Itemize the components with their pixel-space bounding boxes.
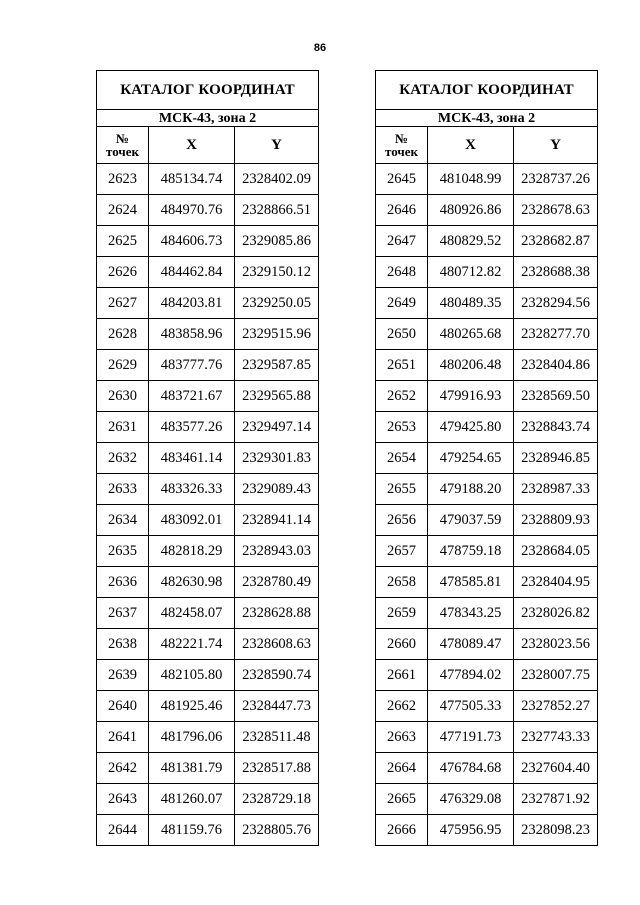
x-coordinate-cell: 482818.29 [149, 536, 235, 567]
point-number-cell: 2663 [376, 722, 428, 753]
y-coordinate-cell: 2328737.26 [514, 164, 598, 195]
y-coordinate-cell: 2328026.82 [514, 598, 598, 629]
x-coordinate-cell: 481159.76 [149, 815, 235, 846]
table-body [97, 164, 319, 846]
x-coordinate-cell: 479254.65 [428, 443, 514, 474]
point-number-cell: 2666 [376, 815, 428, 846]
table-body [376, 164, 598, 846]
x-coordinate-cell: 475956.95 [428, 815, 514, 846]
x-coordinate-cell: 481048.99 [428, 164, 514, 195]
x-coordinate-cell: 481925.46 [149, 691, 235, 722]
table-row [97, 598, 319, 629]
point-number-cell: 2648 [376, 257, 428, 288]
point-number-cell: 2653 [376, 412, 428, 443]
point-number-cell: 2644 [97, 815, 149, 846]
table-row [376, 195, 598, 226]
table-row [376, 815, 598, 846]
y-coordinate-cell: 2329150.12 [235, 257, 319, 288]
header-y: Y [235, 127, 319, 164]
x-coordinate-cell: 478089.47 [428, 629, 514, 660]
table-row [376, 567, 598, 598]
y-coordinate-cell: 2328941.14 [235, 505, 319, 536]
x-coordinate-cell: 484970.76 [149, 195, 235, 226]
table-row [97, 226, 319, 257]
point-number-cell: 2624 [97, 195, 149, 226]
catalog-title: КАТАЛОГ КООРДИНАТ [376, 71, 598, 110]
y-coordinate-cell: 2328294.56 [514, 288, 598, 319]
table-row [376, 412, 598, 443]
table-row [97, 567, 319, 598]
x-coordinate-cell: 483721.67 [149, 381, 235, 412]
y-coordinate-cell: 2328809.93 [514, 505, 598, 536]
y-coordinate-cell: 2329565.88 [235, 381, 319, 412]
table-row [376, 164, 598, 195]
point-number-cell: 2656 [376, 505, 428, 536]
x-coordinate-cell: 477894.02 [428, 660, 514, 691]
x-coordinate-cell: 483858.96 [149, 319, 235, 350]
point-number-cell: 2646 [376, 195, 428, 226]
header-number-sign: № [394, 131, 409, 146]
point-number-cell: 2643 [97, 784, 149, 815]
table-row [376, 598, 598, 629]
x-coordinate-cell: 479425.80 [428, 412, 514, 443]
x-coordinate-cell: 481260.07 [149, 784, 235, 815]
table-row [376, 381, 598, 412]
table-row [376, 722, 598, 753]
y-coordinate-cell: 2328402.09 [235, 164, 319, 195]
point-number-cell: 2635 [97, 536, 149, 567]
point-number-cell: 2625 [97, 226, 149, 257]
y-coordinate-cell: 2329497.14 [235, 412, 319, 443]
table-row [97, 350, 319, 381]
x-coordinate-cell: 480489.35 [428, 288, 514, 319]
y-coordinate-cell: 2328517.88 [235, 753, 319, 784]
point-number-cell: 2641 [97, 722, 149, 753]
point-number-cell: 2633 [97, 474, 149, 505]
table-row [97, 691, 319, 722]
header-points-word: точек [385, 144, 418, 159]
x-coordinate-cell: 483461.14 [149, 443, 235, 474]
table-row [97, 412, 319, 443]
table-row [376, 753, 598, 784]
y-coordinate-cell: 2328946.85 [514, 443, 598, 474]
table-row [97, 784, 319, 815]
y-coordinate-cell: 2328098.23 [514, 815, 598, 846]
y-coordinate-cell: 2328447.73 [235, 691, 319, 722]
y-coordinate-cell: 2328805.76 [235, 815, 319, 846]
table-row [376, 505, 598, 536]
point-number-cell: 2623 [97, 164, 149, 195]
point-number-cell: 2654 [376, 443, 428, 474]
y-coordinate-cell: 2328628.88 [235, 598, 319, 629]
y-coordinate-cell: 2328780.49 [235, 567, 319, 598]
x-coordinate-cell: 478343.25 [428, 598, 514, 629]
table-row [376, 319, 598, 350]
x-coordinate-cell: 479037.59 [428, 505, 514, 536]
x-coordinate-cell: 481381.79 [149, 753, 235, 784]
x-coordinate-cell: 483577.26 [149, 412, 235, 443]
point-number-cell: 2660 [376, 629, 428, 660]
x-coordinate-cell: 480265.68 [428, 319, 514, 350]
point-number-cell: 2628 [97, 319, 149, 350]
point-number-cell: 2664 [376, 753, 428, 784]
table-row [376, 350, 598, 381]
point-number-cell: 2632 [97, 443, 149, 474]
table-row [97, 195, 319, 226]
x-coordinate-cell: 483092.01 [149, 505, 235, 536]
x-coordinate-cell: 478759.18 [428, 536, 514, 567]
point-number-cell: 2658 [376, 567, 428, 598]
table-row [376, 536, 598, 567]
table-row [97, 629, 319, 660]
y-coordinate-cell: 2329250.05 [235, 288, 319, 319]
point-number-cell: 2665 [376, 784, 428, 815]
table-row [97, 381, 319, 412]
y-coordinate-cell: 2327871.92 [514, 784, 598, 815]
x-coordinate-cell: 481796.06 [149, 722, 235, 753]
catalog-title: КАТАЛОГ КООРДИНАТ [97, 71, 319, 110]
y-coordinate-cell: 2328866.51 [235, 195, 319, 226]
table-row [97, 257, 319, 288]
header-x: X [149, 127, 235, 164]
header-points-word: точек [106, 144, 139, 159]
coordinate-system-zone: МСК-43, зона 2 [97, 110, 319, 127]
y-coordinate-cell: 2328023.56 [514, 629, 598, 660]
x-coordinate-cell: 482458.07 [149, 598, 235, 629]
table-row [376, 784, 598, 815]
y-coordinate-cell: 2328404.86 [514, 350, 598, 381]
point-number-cell: 2650 [376, 319, 428, 350]
point-number-cell: 2637 [97, 598, 149, 629]
x-coordinate-cell: 480712.82 [428, 257, 514, 288]
y-coordinate-cell: 2329587.85 [235, 350, 319, 381]
table-row [376, 474, 598, 505]
point-number-cell: 2640 [97, 691, 149, 722]
table-row [376, 691, 598, 722]
table-row [97, 164, 319, 195]
table-row [376, 660, 598, 691]
point-number-cell: 2662 [376, 691, 428, 722]
table-row [97, 319, 319, 350]
point-number-cell: 2634 [97, 505, 149, 536]
x-coordinate-cell: 478585.81 [428, 567, 514, 598]
point-number-cell: 2642 [97, 753, 149, 784]
point-number-cell: 2652 [376, 381, 428, 412]
y-coordinate-cell: 2329301.83 [235, 443, 319, 474]
table-row [376, 226, 598, 257]
point-number-cell: 2627 [97, 288, 149, 319]
x-coordinate-cell: 479188.20 [428, 474, 514, 505]
x-coordinate-cell: 484606.73 [149, 226, 235, 257]
point-number-cell: 2647 [376, 226, 428, 257]
y-coordinate-cell: 2328569.50 [514, 381, 598, 412]
header-point-number [376, 127, 428, 164]
y-coordinate-cell: 2328688.38 [514, 257, 598, 288]
y-coordinate-cell: 2328590.74 [235, 660, 319, 691]
header-y: Y [514, 127, 598, 164]
point-number-cell: 2626 [97, 257, 149, 288]
page-number: 86 [313, 42, 327, 54]
y-coordinate-cell: 2328277.70 [514, 319, 598, 350]
y-coordinate-cell: 2327604.40 [514, 753, 598, 784]
x-coordinate-cell: 477505.33 [428, 691, 514, 722]
point-number-cell: 2639 [97, 660, 149, 691]
point-number-cell: 2631 [97, 412, 149, 443]
point-number-cell: 2645 [376, 164, 428, 195]
table-row [97, 660, 319, 691]
x-coordinate-cell: 476784.68 [428, 753, 514, 784]
x-coordinate-cell: 483777.76 [149, 350, 235, 381]
x-coordinate-cell: 477191.73 [428, 722, 514, 753]
x-coordinate-cell: 480829.52 [428, 226, 514, 257]
x-coordinate-cell: 482221.74 [149, 629, 235, 660]
y-coordinate-cell: 2328987.33 [514, 474, 598, 505]
x-coordinate-cell: 482630.98 [149, 567, 235, 598]
y-coordinate-cell: 2328608.63 [235, 629, 319, 660]
header-x: X [428, 127, 514, 164]
x-coordinate-cell: 484203.81 [149, 288, 235, 319]
point-number-cell: 2651 [376, 350, 428, 381]
point-number-cell: 2649 [376, 288, 428, 319]
y-coordinate-cell: 2328682.87 [514, 226, 598, 257]
point-number-cell: 2659 [376, 598, 428, 629]
table-row [97, 753, 319, 784]
x-coordinate-cell: 482105.80 [149, 660, 235, 691]
y-coordinate-cell: 2327852.27 [514, 691, 598, 722]
table-row [97, 722, 319, 753]
y-coordinate-cell: 2328511.48 [235, 722, 319, 753]
table-row [376, 629, 598, 660]
y-coordinate-cell: 2328943.03 [235, 536, 319, 567]
table-row [97, 815, 319, 846]
table-row [97, 443, 319, 474]
table-row [97, 474, 319, 505]
y-coordinate-cell: 2329089.43 [235, 474, 319, 505]
point-number-cell: 2655 [376, 474, 428, 505]
header-number-sign: № [115, 131, 130, 146]
y-coordinate-cell: 2329085.86 [235, 226, 319, 257]
point-number-cell: 2657 [376, 536, 428, 567]
x-coordinate-cell: 480926.86 [428, 195, 514, 226]
point-number-cell: 2661 [376, 660, 428, 691]
x-coordinate-cell: 479916.93 [428, 381, 514, 412]
x-coordinate-cell: 483326.33 [149, 474, 235, 505]
point-number-cell: 2638 [97, 629, 149, 660]
table-row [97, 505, 319, 536]
y-coordinate-cell: 2328843.74 [514, 412, 598, 443]
table-row [376, 257, 598, 288]
coordinate-catalog-right [375, 70, 598, 846]
y-coordinate-cell: 2328007.75 [514, 660, 598, 691]
y-coordinate-cell: 2328684.05 [514, 536, 598, 567]
x-coordinate-cell: 485134.74 [149, 164, 235, 195]
point-number-cell: 2629 [97, 350, 149, 381]
x-coordinate-cell: 480206.48 [428, 350, 514, 381]
table-row [97, 536, 319, 567]
table-row [376, 443, 598, 474]
x-coordinate-cell: 484462.84 [149, 257, 235, 288]
y-coordinate-cell: 2328678.63 [514, 195, 598, 226]
y-coordinate-cell: 2328404.95 [514, 567, 598, 598]
coordinate-catalog-left [96, 70, 319, 846]
x-coordinate-cell: 476329.08 [428, 784, 514, 815]
point-number-cell: 2636 [97, 567, 149, 598]
header-point-number [97, 127, 149, 164]
table-row [97, 288, 319, 319]
point-number-cell: 2630 [97, 381, 149, 412]
coordinate-system-zone: МСК-43, зона 2 [376, 110, 598, 127]
table-row [376, 288, 598, 319]
y-coordinate-cell: 2327743.33 [514, 722, 598, 753]
y-coordinate-cell: 2328729.18 [235, 784, 319, 815]
y-coordinate-cell: 2329515.96 [235, 319, 319, 350]
